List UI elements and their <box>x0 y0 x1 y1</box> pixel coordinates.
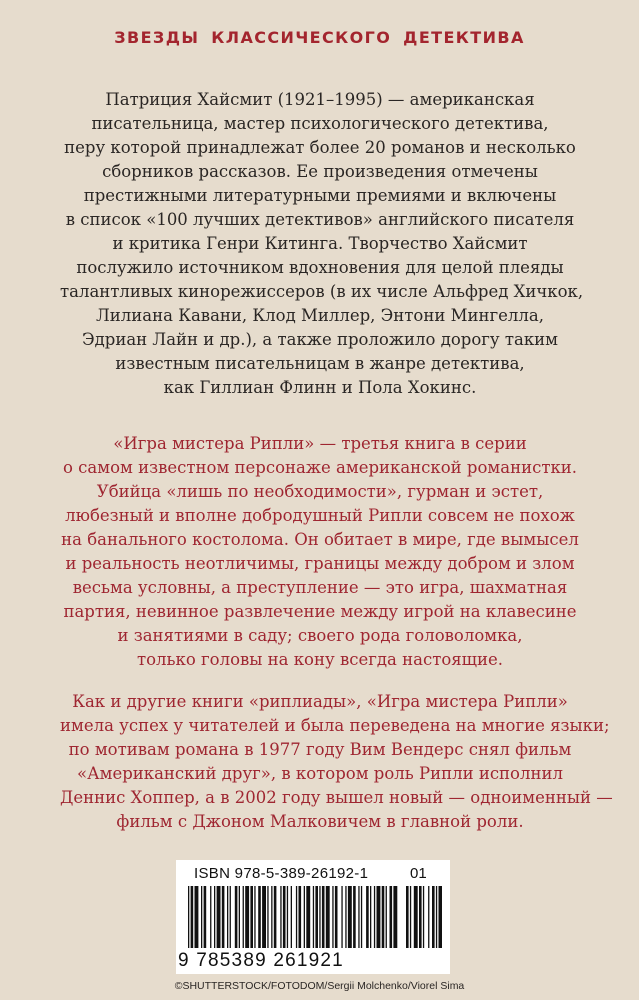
book-description-paragraph <box>60 432 580 672</box>
barcode-stripe <box>250 886 253 948</box>
photo-credit: ©SHUTTERSTOCK/FOTODOM/Sergii Molchenko/Viorel Sima <box>174 980 465 992</box>
barcode-stripe <box>204 886 207 948</box>
barcode-stripe <box>313 886 314 948</box>
barcode-stripe <box>377 886 381 948</box>
addon-stripe <box>439 886 443 948</box>
barcode-stripe <box>188 886 189 948</box>
text-line: Убийца «лишь по необходимости», гурман и эстет, <box>96 482 544 501</box>
barcode-stripe <box>374 886 375 948</box>
text-line: в список «100 лучших детективов» английского писателя <box>65 210 575 229</box>
barcode-stripe <box>267 886 268 948</box>
addon-stripe <box>410 886 411 948</box>
barcode-stripe <box>191 886 194 948</box>
barcode-stripe <box>239 886 240 948</box>
barcode-stripe <box>319 886 320 948</box>
text-line: на банального костолома. Он обитает в мире, где вымысел <box>61 530 579 549</box>
barcode-stripe <box>332 886 333 948</box>
barcode-stripe <box>230 886 231 948</box>
text-line: «Американский друг», в котором роль Рипли исполнил <box>77 764 563 783</box>
barcode-stripe <box>214 886 215 948</box>
addon-stripe <box>419 886 422 948</box>
barcode-stripe <box>280 886 281 948</box>
barcode-stripe <box>335 886 338 948</box>
barcode-stripe <box>274 886 277 948</box>
barcode-stripe <box>348 886 352 948</box>
barcode-stripe <box>283 886 286 948</box>
text-line: писательница, мастер психологического детектива, <box>91 114 549 133</box>
text-line: Лилиана Кавани, Клод Миллер, Энтони Мингелла, <box>96 306 544 325</box>
barcode-stripe <box>393 886 397 948</box>
price-addon-code: 01 <box>410 865 427 882</box>
addon-stripe <box>414 886 418 948</box>
text-line: престижными литературными премиями и включены <box>83 186 557 205</box>
addon-stripe <box>428 886 429 948</box>
barcode-stripe <box>262 886 266 948</box>
barcode-stripe <box>201 886 202 948</box>
text-line: фильм с Джоном Малковичем в главной роли. <box>116 812 524 831</box>
barcode-stripe <box>341 886 342 948</box>
barcode-stripe <box>370 886 371 948</box>
text-line: имела успех у читателей и была переведена на многие языки; <box>60 716 610 735</box>
barcode-stripe <box>287 886 288 948</box>
barcode-stripe <box>353 886 356 948</box>
barcode-stripe <box>254 886 255 948</box>
barcode-stripe <box>258 886 261 948</box>
barcode-digits: 9 785389 261921 <box>178 950 344 971</box>
barcode-bars <box>186 886 442 952</box>
text-line: сборников рассказов. Ее произведения отмечены <box>102 162 538 181</box>
text-line: как Гиллиан Флинн и Пола Хокинс. <box>163 378 477 397</box>
series-title: ЗВЕЗДЫ КЛАССИЧЕСКОГО ДЕТЕКТИВА <box>114 28 525 47</box>
barcode-stripe <box>382 886 385 948</box>
barcode-stripe <box>235 886 238 948</box>
barcode-stripe <box>245 886 249 948</box>
barcode-stripe <box>322 886 325 948</box>
text-line: талантливых кинорежиссеров (в их числе Альфред Хичкок, <box>60 282 584 301</box>
text-line: Эдриан Лайн и др.), а также проложило дорогу таким <box>82 330 558 349</box>
text-line: о самом известном персонаже американской романистки. <box>62 458 577 477</box>
text-line: «Игра мистера Рипли» — третья книга в серии <box>113 434 527 453</box>
text-line: послужило источником вдохновения для целой плеяды <box>76 258 564 277</box>
text-line: любезный и вполне добродушный Рипли совсем не похож <box>65 506 575 525</box>
barcode-stripe <box>227 886 228 948</box>
isbn-label: ISBN 978-5-389-26192-1 <box>194 865 369 882</box>
addon-stripe <box>432 886 435 948</box>
barcode-stripe <box>299 886 302 948</box>
barcode-stripe <box>195 886 199 948</box>
text-line: Патриция Хайсмит (1921–1995) — американская <box>105 90 535 109</box>
barcode-stripe <box>222 886 225 948</box>
barcode-stripe <box>386 886 387 948</box>
barcode-stripe <box>306 886 310 948</box>
barcode-stripe <box>291 886 292 948</box>
barcode-stripe <box>217 886 221 948</box>
barcode-stripe <box>304 886 305 948</box>
text-line: известным писательницам в жанре детектива, <box>115 354 525 373</box>
addon-stripe <box>423 886 424 948</box>
isbn-barcode <box>176 860 450 974</box>
barcode-stripe <box>210 886 211 948</box>
text-line: Деннис Хоппер, а в 2002 году вышел новый — одноименный — <box>60 788 613 807</box>
film-adaptation-paragraph <box>60 690 613 834</box>
addon-stripe <box>406 886 409 948</box>
barcode-stripe <box>243 886 244 948</box>
text-line: и занятиями в саду; своего рода головоломка, <box>117 626 523 645</box>
text-line: партия, невинное развлечение между игрой на клавесине <box>63 602 577 621</box>
barcode-stripe <box>271 886 272 948</box>
barcode-stripe <box>361 886 362 948</box>
barcode-stripe <box>345 886 346 948</box>
addon-stripe <box>436 886 437 948</box>
text-line: только головы на кону всегда настоящие. <box>136 650 504 669</box>
text-line: и критика Генри Китинга. Творчество Хайсмит <box>112 234 528 253</box>
barcode-stripe <box>326 886 330 948</box>
barcode-stripe <box>390 886 393 948</box>
text-line: и реальность неотличимы, границы между добром и злом <box>65 554 575 573</box>
text-line: перу которой принадлежат более 20 романов и несколько <box>64 138 576 157</box>
text-line: Как и другие книги «риплиады», «Игра мистера Рипли» <box>72 692 568 711</box>
barcode-stripe <box>296 886 297 948</box>
barcode-stripe <box>358 886 359 948</box>
author-bio-paragraph <box>60 88 584 400</box>
barcode-stripe <box>315 886 318 948</box>
barcode-stripe <box>366 886 369 948</box>
text-line: весьма условны, а преступление — это игра, шахматная <box>72 578 568 597</box>
text-line: по мотивам романа в 1977 году Вим Вендерс снял фильм <box>68 740 572 759</box>
